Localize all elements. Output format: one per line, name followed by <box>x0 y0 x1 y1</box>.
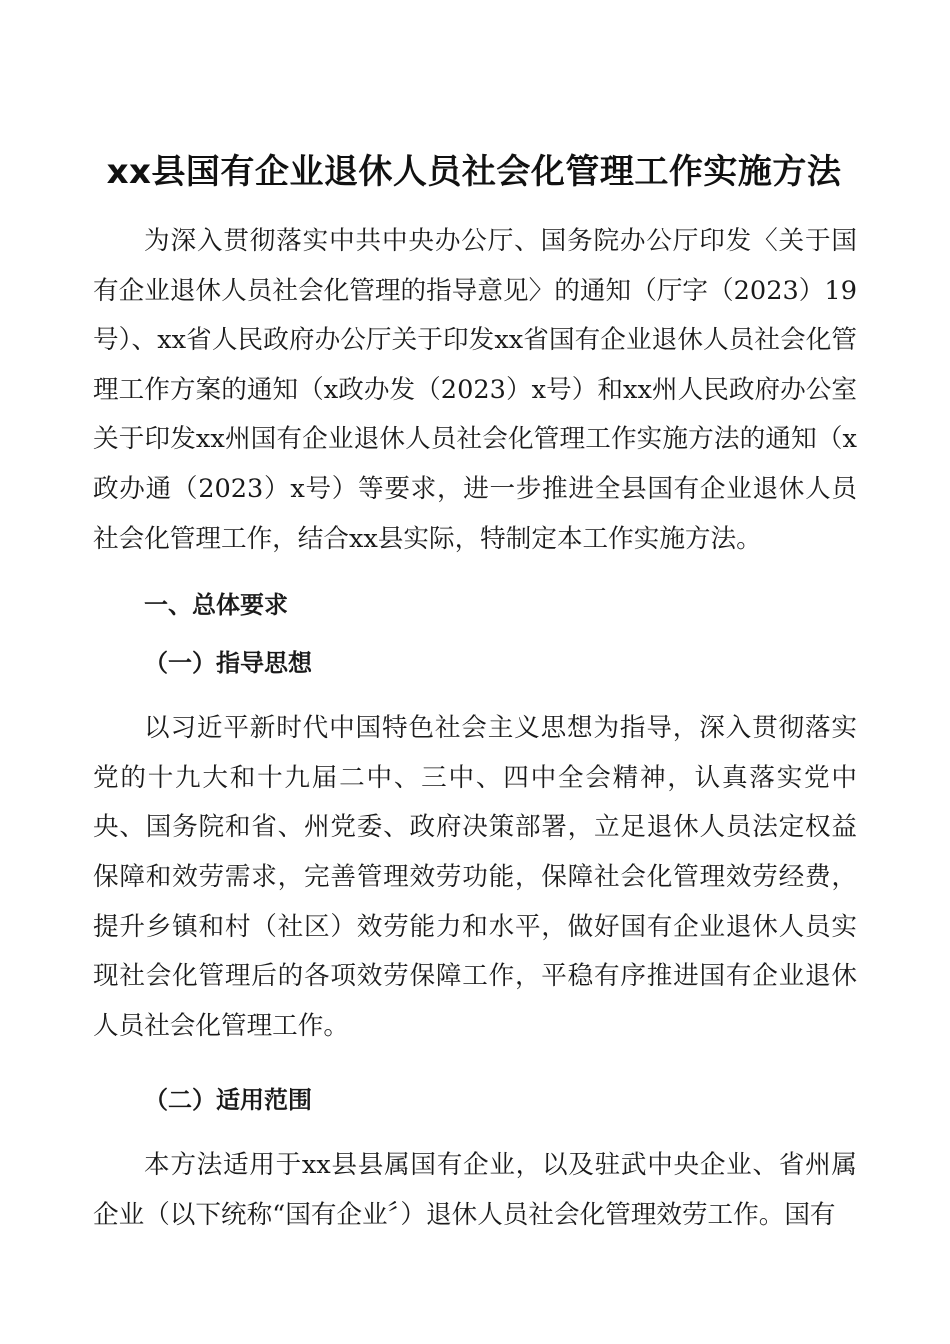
guiding-ideology-paragraph: 以习近平新时代中国特色社会主义思想为指导，深入贯彻落实党的十九大和十九届二中、三中、四中全会精神，认真落实党中央、国务院和省、州党委、政府决策部署，立足退休人员法定权益保障和效劳需求，完善管理效劳功能，保障社会化管理效劳经费，提升乡镇和村（社区）效劳能力和水平，做好国有企业退休人员实现社会化管理后的各项效劳保障工作，平稳有序推进国有企业退休人员社会化管理工作。 <box>93 713 857 1041</box>
subsection-heading-scope: （二）适用范围 <box>144 1086 312 1115</box>
document-page <box>93 140 857 1241</box>
document-title: xx县国有企业退休人员社会化管理工作实施方法 <box>106 152 842 192</box>
subsection-heading-guiding-ideology: （一）指导思想 <box>144 649 312 678</box>
intro-paragraph: 为深入贯彻落实中共中央办公厅、国务院办公厅印发〈关于国有企业退休人员社会化管理的指导意见〉的通知（厅字（2023）19号）、xx省人民政府办公厅关于印发xx省国有企业退休人员社会化管理工作方案的通知（x政办发（2023）x号）和xx州人民政府办公室关于印发xx州国有企业退休人员社会化管理工作实施方法的通知（x政办通（2023）x号）等要求，进一步推进全县国有企业退休人员社会化管理工作，结合xx县实际，特制定本工作实施方法。 <box>93 226 857 554</box>
section-heading-general-requirements: 一、总体要求 <box>144 591 288 620</box>
scope-paragraph: 本方法适用于xx县县属国有企业，以及驻武中央企业、省州属企业（以下统称“国有企业〞）退休人员社会化管理效劳工作。国有 <box>93 1150 857 1230</box>
